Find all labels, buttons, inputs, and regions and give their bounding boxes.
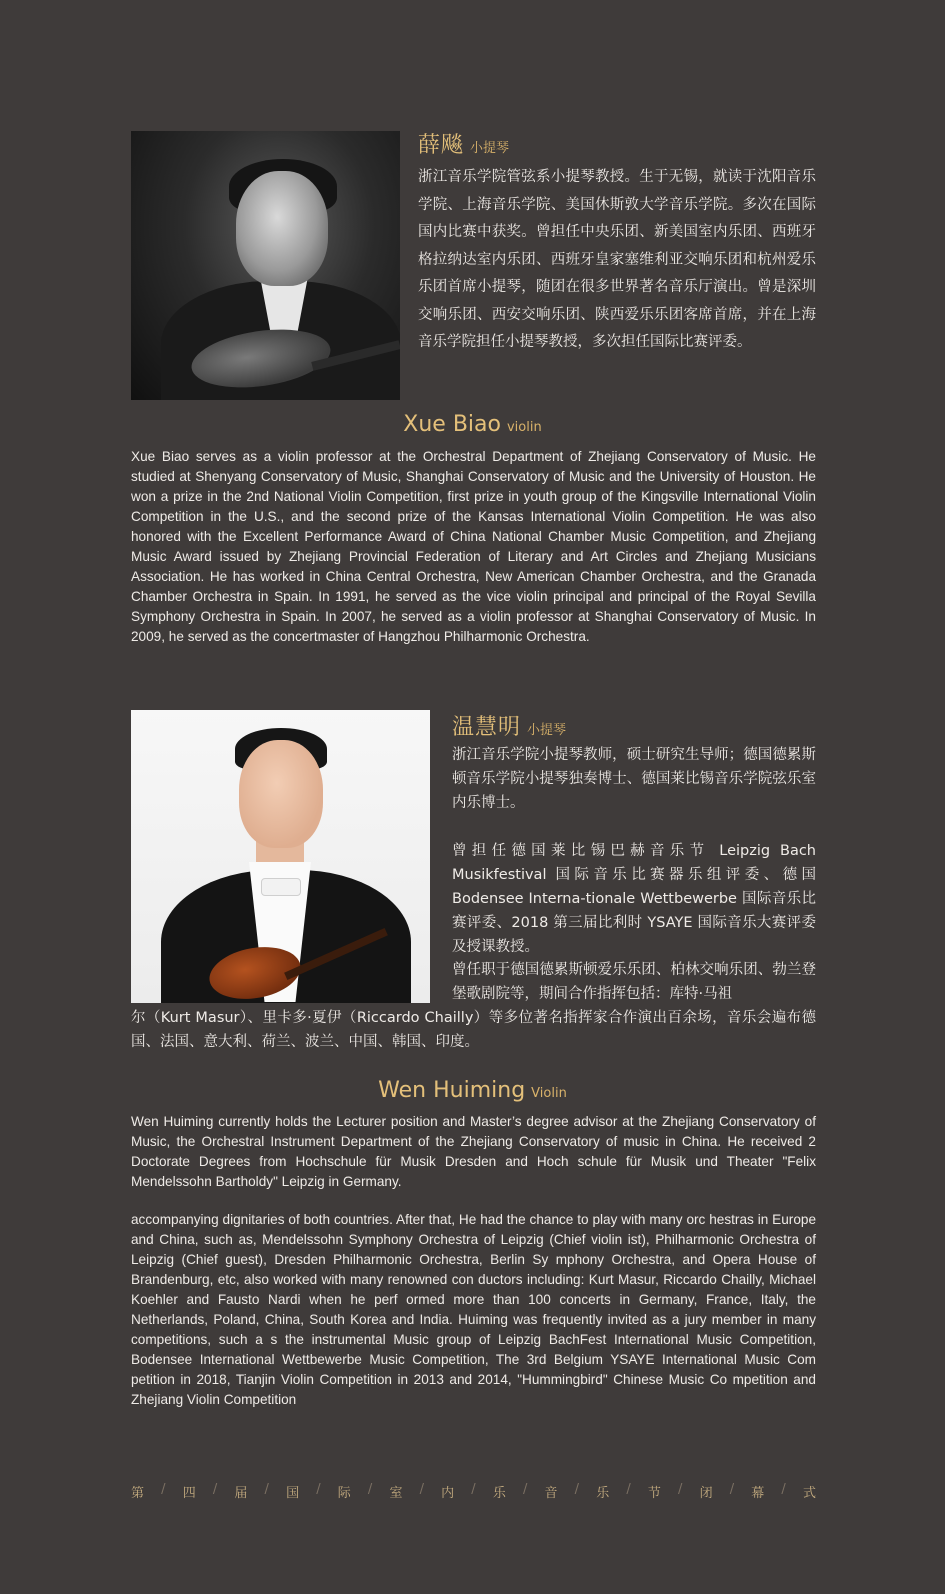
footer-separator: / <box>367 1482 373 1497</box>
artist1-bio-en: Xue Biao serves as a violin professor at the Orchestral Department of Zhejiang Conservatory of Music. He studied at Shenyang Conservatory of Music, Shanghai Conservatory of Music and the University of Houston. He won a prize in the 2nd National Violin Competition, first prize in youth group of the Kingsville International Violin Competition in the U.S., and the second prize of the Kansas International Violin Competition. He was also honored with the Excellent Performance Award of China National Chamber Music Competition, and Zhejiang Music Award issued by Zhejiang Provincial Federation of Literary and Art Circles and Zhejiang Musicians Association. He has worked in China Central Orchestra, New American Chamber Orchestra, and the Granada Chamber Orchestra in Spain. In 1991, he served as the vice violin principal and principal of the Royal Sevilla Symphony Orchestra in Spain. In 2007, he served as a violin professor at Shanghai Conservatory of Music. In 2009, he served as the concertmaster of Hangzhou Philharmonic Orchestra. <box>131 449 816 644</box>
artist2-bio-cn-3a: 曾任职于德国德累斯顿爱乐乐团、柏林交响乐团、勃兰登堡歌剧院等，期间合作指挥包括：库特·马祖 <box>452 962 816 1002</box>
footer-separator: / <box>678 1482 683 1497</box>
artist1-name-cn <box>418 128 509 159</box>
footer-char: 音 <box>544 1486 558 1501</box>
footer-char: 届 <box>234 1486 248 1501</box>
artist1-name-en-text: Xue Biao <box>403 412 501 437</box>
footer-separator: / <box>419 1482 424 1497</box>
footer-char: 乐 <box>492 1486 506 1501</box>
footer-char: 式 <box>802 1486 816 1501</box>
artist1-bio-cn: 浙江音乐学院管弦系小提琴教授。生于无锡，就读于沈阳音乐学院、上海音乐学院、美国休斯敦大学音乐学院。多次在国际国内比赛中获奖。曾担任中央乐团、新美国室内乐团、西班牙格拉纳达室内乐团、西班牙皇家塞维利亚交响乐团和杭州爱乐乐团首席小提琴，随团在很多世界著名音乐厅演出。曾是深圳交响乐团、西安交响乐团、陕西爱乐乐团客席首席，并在上海音乐学院担任小提琴教授，多次担任国际比赛评委。 <box>418 169 816 350</box>
artist2-name-en-text: Wen Huiming <box>378 1078 526 1103</box>
footer-char: 乐 <box>596 1486 610 1501</box>
artist1-instrument-en: violin <box>506 420 542 435</box>
footer-separator: / <box>574 1482 580 1497</box>
artist2-name-cn-text: 温慧明 <box>452 715 522 740</box>
footer-char: 第 <box>131 1486 145 1501</box>
footer-separator: / <box>212 1482 218 1497</box>
artist2-name-en <box>0 1078 945 1103</box>
footer-char: 内 <box>441 1486 455 1501</box>
footer-char: 四 <box>182 1486 196 1501</box>
footer-char: 国 <box>286 1486 300 1501</box>
artist2-instrument-en: Violin <box>531 1086 567 1101</box>
artist1-instrument-cn: 小提琴 <box>470 141 510 156</box>
footer-char: 际 <box>337 1486 351 1501</box>
footer-separator: / <box>729 1482 735 1497</box>
footer-char: 节 <box>647 1486 661 1501</box>
artist2-bio-cn-3b: 尔（Kurt Masur）、里卡多·夏伊（Riccardo Chailly）等多位著名指挥家合作演出百余场，音乐会遍布德国、法国、意大利、荷兰、波兰、中国、韩国、印度。 <box>131 1010 816 1050</box>
footer-separator: / <box>264 1482 269 1497</box>
footer-char: 幕 <box>751 1486 765 1501</box>
artist2-bio-cn-1: 浙江音乐学院小提琴教师，硕士研究生导师；德国德累斯顿音乐学院小提琴独奏博士、德国莱比锡音乐学院弦乐室内乐博士。 <box>452 747 816 811</box>
footer-separator: / <box>522 1482 528 1497</box>
artist2-photo <box>131 710 430 1003</box>
artist2-bio-cn-2: 曾担任德国莱比锡巴赫音乐节 Leipzig Bach Musikfestival 国际音乐比赛器乐组评委、德国 Bodensee Interna-tionale Wettbewerbe 国际音乐比赛评委、2018 第三届比利时 YSAYE 国际音乐大赛评委及授课教授。 <box>452 843 816 955</box>
artist2-bio-en-1: Wen Huiming currently holds the Lecturer position and Master’s degree advisor at the Zhejiang Conservatory of Music, the Orchestral Instrument Department of the Zhejiang Conservatory of music in China. He received 2 Doctorate Degrees from Hochschule für Musik Dresden and Hoch schule für Musik und Theater "Felix Mendelssohn Bartholdy" Leipzig in Germany. <box>131 1114 816 1189</box>
footer-separator: / <box>626 1482 631 1497</box>
footer-event-title <box>131 1482 816 1501</box>
footer-separator: / <box>781 1482 786 1497</box>
footer-char: 闭 <box>699 1486 713 1501</box>
footer-separator: / <box>161 1482 166 1497</box>
artist2-name-cn <box>452 710 566 741</box>
footer-char: 室 <box>389 1486 403 1501</box>
artist2-instrument-cn: 小提琴 <box>527 723 567 738</box>
artist1-name-en <box>0 412 945 437</box>
artist2-bio-en-2: accompanying dignitaries of both countries. After that, He had the chance to play with many orc hestras in Europe and China, such as, Mendelssohn Symphony Orchestra of Leipzig (Chief violin ist), Philharmonic Orchestra of Leipzig (Chief guest), Dresden Philharmonic Orchestra, Berlin Sy mphony Orchestra, and Opera House of Brandenburg, etc, also worked with many renowned con ductors including: Kurt Masur, Riccardo Chailly, Michael Koehler and Fausto Nardi when he perf ormed more than 100 concerts in Germany, France, Italy, the Netherlands, Poland, China, South Korea and India. Huiming was frequently invited as a jury member in many competitions, such a s the instrumental Music group of Leipzig BachFest International Music Competition, Bodensee International Wettbewerbe Music Competition, The 3rd Belgium YSAYE International Music Com petition in 2018, Tianjin Violin Competition in 2013 and 2014, "Hummingbird" Chinese Music Co mpetition and Zhejiang Violin Competition <box>131 1212 816 1407</box>
artist1-photo <box>131 131 400 400</box>
footer-separator: / <box>471 1482 476 1497</box>
artist1-name-cn-text: 薛飚 <box>418 133 465 158</box>
footer-separator: / <box>316 1482 321 1497</box>
